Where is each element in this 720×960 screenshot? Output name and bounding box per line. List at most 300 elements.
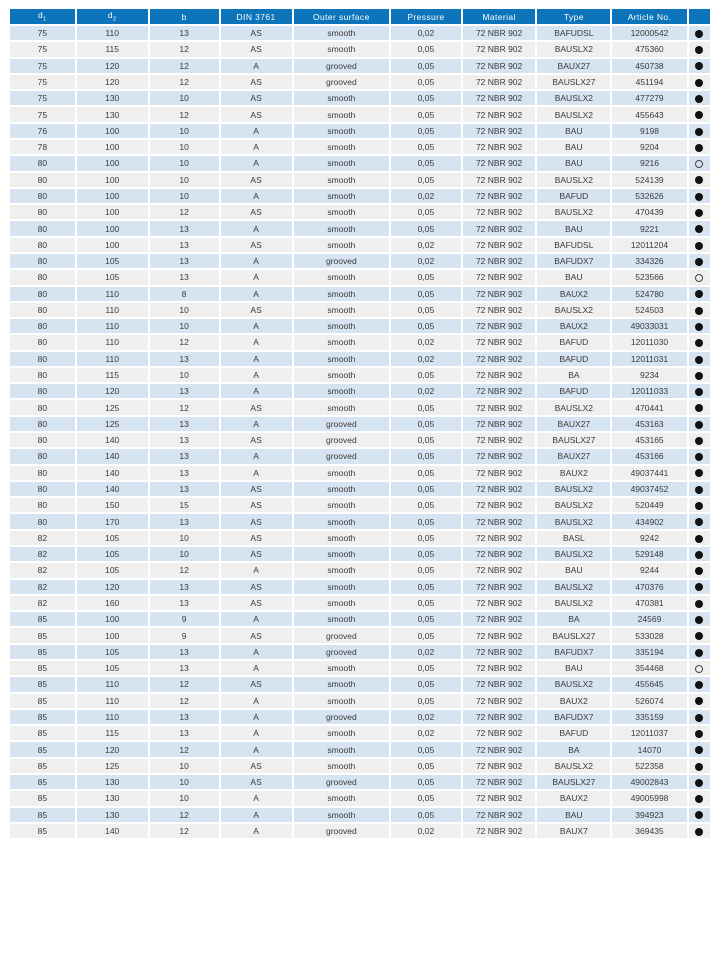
cell-availability: [688, 172, 711, 188]
cell-d1: 80: [9, 318, 76, 334]
availability-dot-filled-icon: [695, 632, 703, 640]
cell-material: 72 NBR 902: [462, 25, 537, 41]
cell-outer-surface: grooved: [293, 774, 391, 790]
cell-outer-surface: smooth: [293, 318, 391, 334]
cell-availability: [688, 611, 711, 627]
cell-type: BAFUDSL: [536, 237, 611, 253]
table-row: [9, 123, 711, 139]
cell-type: BAFUDX7: [536, 709, 611, 725]
column-header-subscript: 2: [113, 16, 117, 23]
cell-article-no: 453163: [611, 416, 688, 432]
cell-availability: [688, 123, 711, 139]
cell-article-no: 533028: [611, 627, 688, 643]
cell-b: 8: [149, 286, 220, 302]
cell-din-3761: A: [220, 155, 293, 171]
cell-din-3761: AS: [220, 579, 293, 595]
cell-article-no: 49037452: [611, 481, 688, 497]
cell-d1: 75: [9, 41, 76, 57]
cell-type: BAUX2: [536, 465, 611, 481]
cell-outer-surface: smooth: [293, 367, 391, 383]
cell-availability: [688, 188, 711, 204]
column-header-material: [462, 8, 537, 25]
cell-outer-surface: smooth: [293, 220, 391, 236]
cell-pressure: 0,02: [390, 237, 462, 253]
cell-d2: 105: [76, 660, 149, 676]
cell-article-no: 470441: [611, 399, 688, 415]
cell-b: 10: [149, 546, 220, 562]
availability-dot-filled-icon: [695, 437, 703, 445]
cell-article-no: 526074: [611, 693, 688, 709]
cell-b: 13: [149, 709, 220, 725]
cell-d2: 110: [76, 709, 149, 725]
cell-d1: 75: [9, 74, 76, 90]
cell-d2: 110: [76, 351, 149, 367]
cell-availability: [688, 74, 711, 90]
cell-type: BASL: [536, 530, 611, 546]
cell-din-3761: AS: [220, 627, 293, 643]
cell-din-3761: AS: [220, 106, 293, 122]
cell-d2: 140: [76, 432, 149, 448]
cell-type: BAU: [536, 220, 611, 236]
cell-availability: [688, 725, 711, 741]
table-row: [9, 579, 711, 595]
cell-pressure: 0,05: [390, 546, 462, 562]
cell-outer-surface: smooth: [293, 351, 391, 367]
table-row: [9, 155, 711, 171]
cell-availability: [688, 432, 711, 448]
cell-article-no: 9244: [611, 562, 688, 578]
cell-din-3761: A: [220, 351, 293, 367]
cell-availability: [688, 25, 711, 41]
cell-availability: [688, 253, 711, 269]
cell-din-3761: AS: [220, 74, 293, 90]
cell-pressure: 0,05: [390, 579, 462, 595]
cell-material: 72 NBR 902: [462, 774, 537, 790]
cell-type: BAFUD: [536, 383, 611, 399]
cell-article-no: 529148: [611, 546, 688, 562]
cell-din-3761: A: [220, 334, 293, 350]
cell-b: 13: [149, 660, 220, 676]
cell-d1: 82: [9, 562, 76, 578]
cell-d1: 85: [9, 725, 76, 741]
cell-pressure: 0,02: [390, 188, 462, 204]
cell-b: 13: [149, 432, 220, 448]
cell-d2: 120: [76, 579, 149, 595]
cell-availability: [688, 497, 711, 513]
cell-din-3761: A: [220, 611, 293, 627]
cell-article-no: 354468: [611, 660, 688, 676]
cell-din-3761: A: [220, 448, 293, 464]
cell-b: 13: [149, 25, 220, 41]
cell-outer-surface: smooth: [293, 595, 391, 611]
cell-article-no: 522358: [611, 758, 688, 774]
cell-pressure: 0,05: [390, 790, 462, 806]
cell-article-no: 434902: [611, 513, 688, 529]
cell-d1: 85: [9, 693, 76, 709]
cell-type: BAFUDX7: [536, 253, 611, 269]
table-row: [9, 204, 711, 220]
cell-d2: 105: [76, 530, 149, 546]
cell-d2: 100: [76, 627, 149, 643]
cell-b: 13: [149, 513, 220, 529]
cell-article-no: 49005998: [611, 790, 688, 806]
availability-dot-filled-icon: [695, 62, 703, 70]
cell-outer-surface: smooth: [293, 302, 391, 318]
availability-dot-filled-icon: [695, 421, 703, 429]
cell-availability: [688, 155, 711, 171]
column-header-din-3761: [220, 8, 293, 25]
cell-type: BAUX27: [536, 448, 611, 464]
cell-outer-surface: smooth: [293, 741, 391, 757]
cell-pressure: 0,02: [390, 351, 462, 367]
table-row: [9, 253, 711, 269]
cell-pressure: 0,05: [390, 106, 462, 122]
cell-b: 9: [149, 627, 220, 643]
cell-d2: 130: [76, 790, 149, 806]
cell-material: 72 NBR 902: [462, 790, 537, 806]
cell-availability: [688, 269, 711, 285]
cell-outer-surface: smooth: [293, 123, 391, 139]
cell-type: BAU: [536, 269, 611, 285]
cell-material: 72 NBR 902: [462, 807, 537, 823]
cell-availability: [688, 399, 711, 415]
cell-outer-surface: smooth: [293, 41, 391, 57]
cell-d2: 110: [76, 286, 149, 302]
cell-material: 72 NBR 902: [462, 823, 537, 839]
cell-b: 13: [149, 448, 220, 464]
availability-dot-filled-icon: [695, 535, 703, 543]
table-row: [9, 188, 711, 204]
cell-material: 72 NBR 902: [462, 74, 537, 90]
cell-type: BA: [536, 741, 611, 757]
cell-outer-surface: smooth: [293, 106, 391, 122]
table-row: [9, 741, 711, 757]
cell-availability: [688, 481, 711, 497]
cell-pressure: 0,02: [390, 644, 462, 660]
cell-din-3761: AS: [220, 204, 293, 220]
cell-d1: 80: [9, 253, 76, 269]
cell-article-no: 470439: [611, 204, 688, 220]
cell-outer-surface: smooth: [293, 693, 391, 709]
cell-article-no: 49033031: [611, 318, 688, 334]
cell-din-3761: AS: [220, 481, 293, 497]
cell-article-no: 24569: [611, 611, 688, 627]
availability-dot-filled-icon: [695, 128, 703, 136]
availability-dot-filled-icon: [695, 225, 703, 233]
cell-d2: 110: [76, 676, 149, 692]
cell-material: 72 NBR 902: [462, 627, 537, 643]
cell-din-3761: A: [220, 220, 293, 236]
cell-article-no: 524503: [611, 302, 688, 318]
table-row: [9, 644, 711, 660]
cell-d1: 76: [9, 123, 76, 139]
cell-type: BAUSLX27: [536, 432, 611, 448]
cell-pressure: 0,05: [390, 399, 462, 415]
cell-din-3761: A: [220, 383, 293, 399]
cell-pressure: 0,05: [390, 465, 462, 481]
cell-availability: [688, 334, 711, 350]
cell-d1: 80: [9, 220, 76, 236]
cell-material: 72 NBR 902: [462, 334, 537, 350]
cell-pressure: 0,02: [390, 25, 462, 41]
cell-b: 13: [149, 579, 220, 595]
table-row: [9, 709, 711, 725]
cell-din-3761: A: [220, 318, 293, 334]
cell-d1: 82: [9, 546, 76, 562]
cell-d1: 80: [9, 513, 76, 529]
cell-b: 10: [149, 139, 220, 155]
table-row: [9, 481, 711, 497]
cell-availability: [688, 367, 711, 383]
cell-type: BAUSLX27: [536, 627, 611, 643]
availability-dot-filled-icon: [695, 144, 703, 152]
cell-material: 72 NBR 902: [462, 399, 537, 415]
cell-material: 72 NBR 902: [462, 693, 537, 709]
cell-availability: [688, 41, 711, 57]
cell-outer-surface: smooth: [293, 155, 391, 171]
cell-article-no: 369435: [611, 823, 688, 839]
cell-outer-surface: smooth: [293, 579, 391, 595]
column-header-label: d: [107, 10, 114, 21]
cell-pressure: 0,02: [390, 823, 462, 839]
availability-dot-filled-icon: [695, 469, 703, 477]
table-row: [9, 172, 711, 188]
cell-din-3761: AS: [220, 172, 293, 188]
cell-availability: [688, 595, 711, 611]
cell-article-no: 335194: [611, 644, 688, 660]
cell-availability: [688, 644, 711, 660]
cell-article-no: 49037441: [611, 465, 688, 481]
cell-outer-surface: grooved: [293, 253, 391, 269]
availability-dot-filled-icon: [695, 111, 703, 119]
availability-dot-filled-icon: [695, 46, 703, 54]
cell-type: BAUX27: [536, 58, 611, 74]
cell-din-3761: AS: [220, 90, 293, 106]
column-header-label: DIN 3761: [236, 11, 276, 22]
cell-d1: 80: [9, 448, 76, 464]
cell-b: 12: [149, 399, 220, 415]
availability-dot-filled-icon: [695, 404, 703, 412]
availability-dot-filled-icon: [695, 176, 703, 184]
cell-availability: [688, 693, 711, 709]
cell-availability: [688, 58, 711, 74]
cell-d1: 85: [9, 758, 76, 774]
table-row: [9, 399, 711, 415]
cell-article-no: 450738: [611, 58, 688, 74]
cell-d1: 85: [9, 611, 76, 627]
column-header-type: [536, 8, 611, 25]
cell-pressure: 0,05: [390, 530, 462, 546]
cell-b: 12: [149, 562, 220, 578]
cell-type: BAUSLX2: [536, 676, 611, 692]
table-row: [9, 774, 711, 790]
cell-article-no: 12011033: [611, 383, 688, 399]
cell-pressure: 0,05: [390, 513, 462, 529]
cell-pressure: 0,05: [390, 318, 462, 334]
cell-d1: 80: [9, 416, 76, 432]
cell-material: 72 NBR 902: [462, 106, 537, 122]
availability-dot-filled-icon: [695, 502, 703, 510]
cell-type: BAFUD: [536, 725, 611, 741]
cell-b: 13: [149, 220, 220, 236]
cell-d2: 100: [76, 204, 149, 220]
cell-availability: [688, 676, 711, 692]
cell-pressure: 0,05: [390, 758, 462, 774]
availability-dot-filled-icon: [695, 649, 703, 657]
table-row: [9, 416, 711, 432]
cell-type: BA: [536, 367, 611, 383]
cell-type: BAUX2: [536, 790, 611, 806]
table-row: [9, 595, 711, 611]
cell-type: BAU: [536, 660, 611, 676]
cell-d2: 115: [76, 725, 149, 741]
cell-d2: 150: [76, 497, 149, 513]
availability-dot-filled-icon: [695, 453, 703, 461]
cell-d2: 105: [76, 546, 149, 562]
cell-d1: 85: [9, 790, 76, 806]
cell-pressure: 0,05: [390, 139, 462, 155]
availability-dot-filled-icon: [695, 79, 703, 87]
cell-article-no: 12011030: [611, 334, 688, 350]
cell-outer-surface: smooth: [293, 725, 391, 741]
cell-b: 13: [149, 416, 220, 432]
cell-d2: 125: [76, 758, 149, 774]
cell-type: BAUSLX2: [536, 302, 611, 318]
cell-type: BAUSLX2: [536, 513, 611, 529]
cell-pressure: 0,05: [390, 497, 462, 513]
cell-availability: [688, 530, 711, 546]
cell-outer-surface: grooved: [293, 709, 391, 725]
cell-pressure: 0,02: [390, 725, 462, 741]
cell-d2: 110: [76, 693, 149, 709]
table-row: [9, 790, 711, 806]
table-row: [9, 139, 711, 155]
cell-b: 10: [149, 302, 220, 318]
column-header-article-no: [611, 8, 688, 25]
cell-d1: 80: [9, 367, 76, 383]
availability-dot-filled-icon: [695, 730, 703, 738]
cell-b: 12: [149, 204, 220, 220]
cell-din-3761: AS: [220, 237, 293, 253]
cell-din-3761: A: [220, 367, 293, 383]
cell-material: 72 NBR 902: [462, 367, 537, 383]
cell-material: 72 NBR 902: [462, 595, 537, 611]
cell-din-3761: A: [220, 693, 293, 709]
cell-type: BAUX2: [536, 286, 611, 302]
availability-dot-filled-icon: [695, 697, 703, 705]
cell-availability: [688, 660, 711, 676]
availability-dot-filled-icon: [695, 811, 703, 819]
cell-d2: 140: [76, 448, 149, 464]
cell-din-3761: A: [220, 58, 293, 74]
cell-article-no: 453166: [611, 448, 688, 464]
cell-din-3761: AS: [220, 676, 293, 692]
cell-pressure: 0,05: [390, 611, 462, 627]
table-row: [9, 513, 711, 529]
cell-d1: 80: [9, 188, 76, 204]
cell-material: 72 NBR 902: [462, 286, 537, 302]
cell-d2: 115: [76, 41, 149, 57]
cell-d2: 105: [76, 253, 149, 269]
cell-b: 13: [149, 351, 220, 367]
cell-b: 13: [149, 237, 220, 253]
cell-d2: 110: [76, 25, 149, 41]
cell-type: BAUSLX2: [536, 546, 611, 562]
cell-article-no: 9234: [611, 367, 688, 383]
cell-article-no: 49002843: [611, 774, 688, 790]
cell-d1: 82: [9, 530, 76, 546]
cell-outer-surface: grooved: [293, 823, 391, 839]
cell-type: BAU: [536, 139, 611, 155]
cell-d1: 80: [9, 497, 76, 513]
availability-dot-filled-icon: [695, 388, 703, 396]
cell-material: 72 NBR 902: [462, 513, 537, 529]
cell-availability: [688, 741, 711, 757]
cell-outer-surface: smooth: [293, 481, 391, 497]
availability-dot-filled-icon: [695, 795, 703, 803]
cell-b: 13: [149, 595, 220, 611]
cell-d2: 120: [76, 74, 149, 90]
cell-outer-surface: smooth: [293, 204, 391, 220]
table-row: [9, 432, 711, 448]
cell-availability: [688, 627, 711, 643]
cell-b: 9: [149, 611, 220, 627]
cell-din-3761: A: [220, 139, 293, 155]
cell-d1: 85: [9, 660, 76, 676]
cell-type: BAU: [536, 155, 611, 171]
cell-type: BAUSLX27: [536, 74, 611, 90]
table-row: [9, 318, 711, 334]
cell-pressure: 0,05: [390, 367, 462, 383]
cell-pressure: 0,02: [390, 334, 462, 350]
cell-outer-surface: smooth: [293, 758, 391, 774]
availability-dot-empty-icon: [695, 160, 703, 168]
table-row: [9, 660, 711, 676]
cell-availability: [688, 302, 711, 318]
cell-availability: [688, 139, 711, 155]
column-header-label: Material: [482, 11, 516, 22]
table-header-row: [9, 8, 711, 25]
cell-type: BAUX2: [536, 693, 611, 709]
cell-d2: 160: [76, 595, 149, 611]
availability-dot-filled-icon: [695, 746, 703, 754]
cell-type: BAU: [536, 807, 611, 823]
column-header-subscript: 1: [43, 16, 47, 23]
cell-outer-surface: smooth: [293, 383, 391, 399]
cell-b: 13: [149, 644, 220, 660]
cell-b: 10: [149, 774, 220, 790]
table-row: [9, 562, 711, 578]
cell-outer-surface: grooved: [293, 432, 391, 448]
cell-type: BAUSLX2: [536, 595, 611, 611]
cell-b: 10: [149, 318, 220, 334]
cell-b: 12: [149, 106, 220, 122]
cell-availability: [688, 562, 711, 578]
table-row: [9, 367, 711, 383]
cell-d2: 125: [76, 416, 149, 432]
cell-pressure: 0,05: [390, 302, 462, 318]
cell-d1: 80: [9, 465, 76, 481]
cell-material: 72 NBR 902: [462, 481, 537, 497]
cell-d1: 85: [9, 676, 76, 692]
cell-b: 13: [149, 253, 220, 269]
cell-din-3761: AS: [220, 530, 293, 546]
cell-b: 10: [149, 90, 220, 106]
table-row: [9, 807, 711, 823]
cell-b: 10: [149, 367, 220, 383]
table-row: [9, 530, 711, 546]
cell-type: BAUSLX2: [536, 41, 611, 57]
